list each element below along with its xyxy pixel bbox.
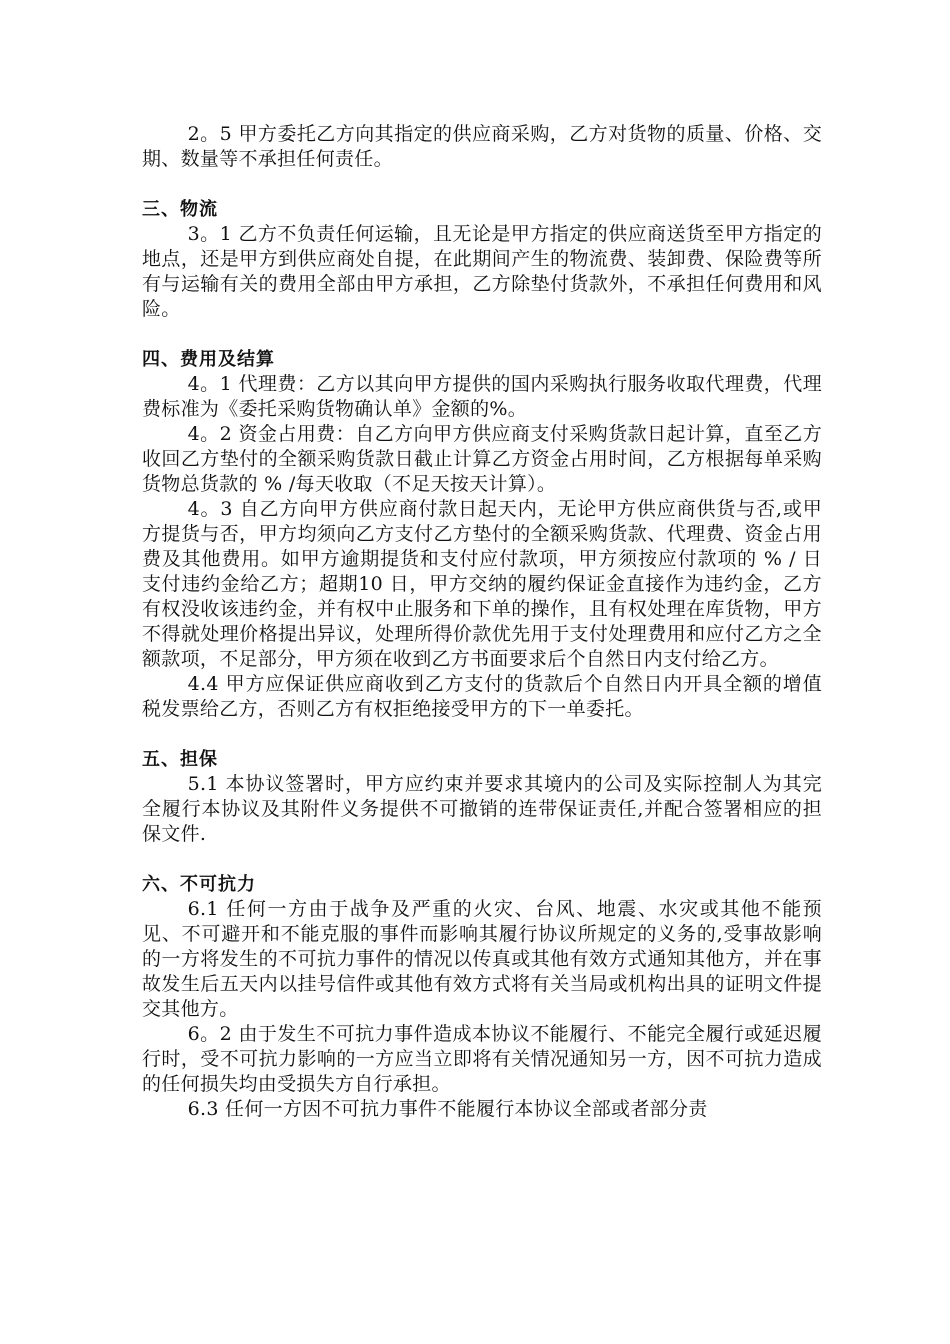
document-page <box>142 122 822 1122</box>
clause-4-3: 4。3 自乙方向甲方供应商付款日起天内，无论甲方供应商供货与否,或甲方提货与否，甲方均须向乙方支付乙方垫付的全额采购货款、代理费、资金占用费及其他费用。如甲方逾期提货和支付应付款项，甲方须按应付款项的 % / 日支付违约金给乙方；超期10 日，甲方交纳的履约保证金直接作为违约金，乙方有权没收该违约金，并有权中止服务和下单的操作，且有权处理在库货物，甲方不得就处理价格提出异议，处理所得价款优先用于支付处理费用和应付乙方之全额款项，不足部分，甲方须在收到乙方书面要求后个自然日内支付给乙方。 <box>142 498 822 670</box>
section-logistics <box>142 197 822 322</box>
clause-4-1: 4。1 代理费：乙方以其向甲方提供的国内采购执行服务收取代理费，代理费标准为《委托采购货物确认单》金额的%。 <box>142 373 822 420</box>
clause-5-1: 5.1 本协议签署时，甲方应约束并要求其境内的公司及实际控制人为其完全履行本协议及其附件义务提供不可撤销的连带保证责任,并配合签署相应的担保文件. <box>142 773 822 845</box>
clause-4-2: 4。2 资金占用费：自乙方向甲方供应商支付采购货款日起计算，直至乙方收回乙方垫付的全额采购货款日截止计算乙方资金占用时间，乙方根据每单采购货物总货款的 % /每天收取（不足天按天计算）。 <box>142 423 822 495</box>
clause-6-3: 6.3 任何一方因不可抗力事件不能履行本协议全部或者部分责 <box>187 1098 708 1120</box>
section-title-guarantee: 五、担保 <box>142 749 218 770</box>
clause-6-1: 6.1 任何一方由于战争及严重的火灾、台风、地震、水灾或其他不能预见、不可避开和不能克服的事件而影响其履行协议所规定的义务的,受事故影响的一方将发生的不可抗力事件的情况以传真或其他有效方式通知其他方，并在事故发生后五天内以挂号信件或其他有效方式将有关当局或机构出具的证明文件提交其他方。 <box>142 898 822 1020</box>
clause-2-5: 2。5 甲方委托乙方向其指定的供应商采购，乙方对货物的质量、价格、交期、数量等不承担任何责任。 <box>142 123 822 170</box>
section-title-fees-settlement: 四、费用及结算 <box>142 349 275 370</box>
section-force-majeure <box>142 872 822 1122</box>
section-guarantee <box>142 747 822 847</box>
section-title-logistics: 三、物流 <box>142 199 218 220</box>
clause-3-1: 3。1 乙方不负责任何运输，且无论是甲方指定的供应商送货至甲方指定的地点，还是甲方到供应商处自提，在此期间产生的物流费、装卸费、保险费等所有与运输有关的费用全部由甲方承担，乙方除垫付货款外，不承担任何费用和风险。 <box>142 223 822 320</box>
section-title-force-majeure: 六、不可抗力 <box>142 874 256 895</box>
clause-4-4: 4.4 甲方应保证供应商收到乙方支付的货款后个自然日内开具全额的增值税发票给乙方，否则乙方有权拒绝接受甲方的下一单委托。 <box>142 673 822 720</box>
section-fees-settlement <box>142 347 822 722</box>
clause-6-2: 6。2 由于发生不可抗力事件造成本协议不能履行、不能完全履行或延迟履行时，受不可抗力影响的一方应当立即将有关情况通知另一方，因不可抗力造成的任何损失均由受损失方自行承担。 <box>142 1023 822 1095</box>
